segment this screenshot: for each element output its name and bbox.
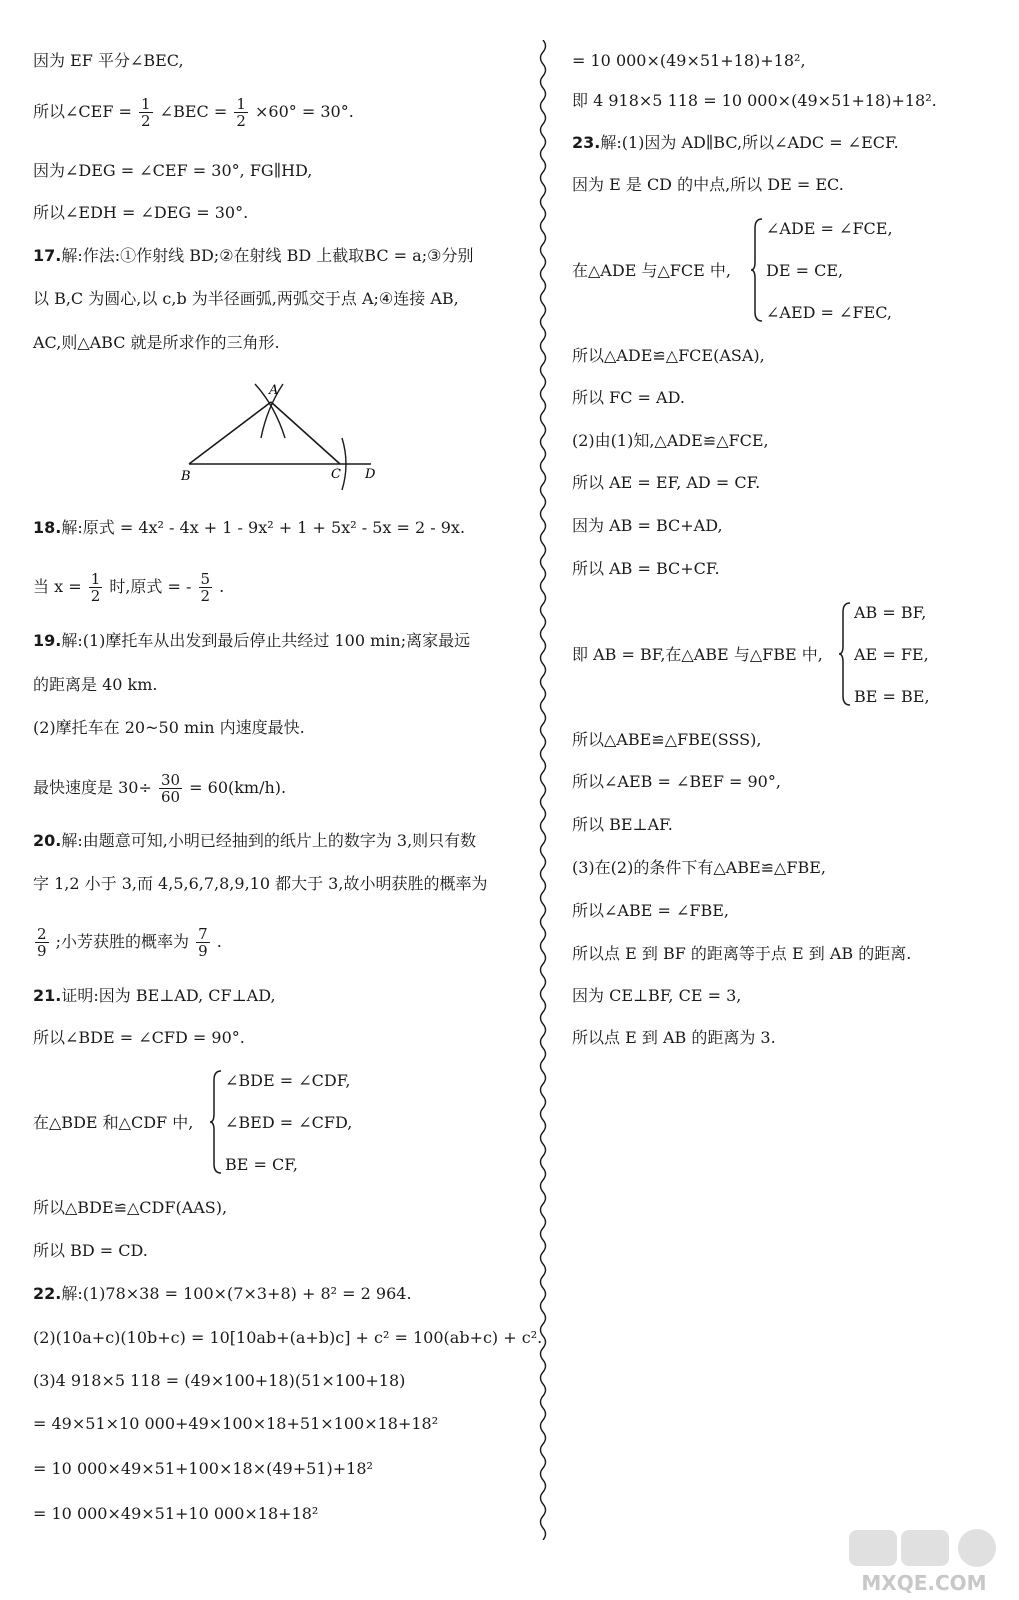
point-label-d: D bbox=[365, 467, 376, 482]
text-line: 因为∠DEG = ∠CEF = 30°, FG∥HD, bbox=[33, 161, 313, 180]
text-fragment: ∠BEC = bbox=[159, 102, 228, 121]
text-line: 因为 AB = BC+AD, bbox=[572, 516, 723, 535]
denominator: 9 bbox=[37, 942, 47, 960]
text-line: 所以∠BDE = ∠CFD = 90°. bbox=[33, 1028, 245, 1047]
column-divider bbox=[537, 40, 549, 1540]
triangle-construction-figure bbox=[175, 378, 395, 498]
text-line: = 10 000×(49×51+18)+18², bbox=[572, 51, 806, 70]
question-23-line bbox=[572, 132, 899, 154]
fraction bbox=[35, 926, 49, 959]
condition: AB = BF, bbox=[854, 603, 927, 622]
text-line: = 10 000×49×51+100×18×(49+51)+18² bbox=[33, 1459, 373, 1478]
left-brace-icon bbox=[750, 218, 764, 322]
condition: ∠BDE = ∠CDF, bbox=[225, 1071, 351, 1090]
question-19-line bbox=[33, 630, 470, 652]
condition: ∠AED = ∠FEC, bbox=[766, 303, 892, 322]
question-number: 17. bbox=[33, 246, 62, 265]
text-fragment: . bbox=[216, 932, 222, 951]
text-fragment: 在△ADE 与△FCE 中, bbox=[572, 261, 731, 280]
text-line: 所以∠EDH = ∠DEG = 30°. bbox=[33, 203, 249, 222]
text-fragment: 当 x = bbox=[33, 577, 82, 596]
text-line: 所以 BD = CD. bbox=[33, 1241, 148, 1260]
numerator: 7 bbox=[198, 925, 208, 943]
text-line: 所以∠AEB = ∠BEF = 90°, bbox=[572, 772, 781, 791]
question-number: 22. bbox=[33, 1284, 62, 1303]
condition: AE = FE, bbox=[854, 645, 929, 664]
fraction bbox=[89, 571, 103, 604]
denominator: 2 bbox=[236, 112, 246, 130]
denominator: 2 bbox=[200, 587, 211, 605]
watermark-logo bbox=[839, 1526, 1009, 1596]
text-line: 所以△ADE≌△FCE(ASA), bbox=[572, 346, 765, 365]
left-brace-icon bbox=[209, 1070, 223, 1174]
numerator: 1 bbox=[141, 95, 151, 113]
fraction bbox=[139, 96, 153, 129]
text-line: (3)在(2)的条件下有△ABE≌△FBE, bbox=[572, 858, 826, 877]
condition: ∠BED = ∠CFD, bbox=[225, 1113, 353, 1132]
numerator: 5 bbox=[200, 570, 211, 588]
numerator: 1 bbox=[236, 95, 246, 113]
text-fragment: 在△BDE 和△CDF 中, bbox=[33, 1113, 194, 1132]
denominator: 2 bbox=[141, 112, 151, 130]
text-line: 以 B,C 为圆心,以 c,b 为半径画弧,两弧交于点 A;④连接 AB, bbox=[33, 289, 459, 308]
text-line: 字 1,2 小于 3,而 4,5,6,7,8,9,10 都大于 3,故小明获胜的概率为 bbox=[33, 874, 488, 893]
condition: BE = CF, bbox=[225, 1155, 298, 1174]
fraction bbox=[196, 926, 210, 959]
text-line: 因为 E 是 CD 的中点,所以 DE = EC. bbox=[572, 175, 844, 194]
segment-ab bbox=[189, 402, 271, 464]
text-line: = 49×51×10 000+49×100×18+51×100×18+18² bbox=[33, 1414, 439, 1433]
text-fragment: 解:(1)因为 AD∥BC,所以∠ADC = ∠ECF. bbox=[600, 133, 899, 152]
text-fragment: . bbox=[219, 577, 225, 596]
text-line: = 10 000×49×51+10 000×18+18² bbox=[33, 1504, 319, 1523]
text-fragment: ;小芳获胜的概率为 bbox=[55, 932, 190, 951]
text-line: (2)(10a+c)(10b+c) = 10[10ab+(a+b)c] + c² = 100(ab+c) + c². bbox=[33, 1328, 543, 1347]
question-17-line bbox=[33, 245, 473, 267]
text-line bbox=[33, 571, 224, 604]
condition: DE = CE, bbox=[766, 261, 844, 280]
watermark-text: MXQE.COM bbox=[861, 1571, 987, 1595]
text-fragment: 证明:因为 BE⊥AD, CF⊥AD, bbox=[61, 986, 276, 1005]
text-line: (3)4 918×5 118 = (49×100+18)(51×100+18) bbox=[33, 1371, 406, 1390]
text-fragment: 解:(1)摩托车从出发到最后停止共经过 100 min;离家最远 bbox=[61, 631, 471, 650]
text-line: 所以 AB = BC+CF. bbox=[572, 559, 720, 578]
text-line: 因为 CE⊥BF, CE = 3, bbox=[572, 986, 742, 1005]
text-fragment: 解:原式 = 4x² - 4x + 1 - 9x² + 1 + 5x² - 5x = 2 - 9x. bbox=[61, 518, 466, 537]
numerator: 30 bbox=[160, 771, 181, 789]
question-20-line bbox=[33, 830, 476, 852]
text-line bbox=[33, 772, 286, 805]
text-line: (2)摩托车在 20~50 min 内速度最快. bbox=[33, 718, 305, 737]
text-fragment: = 60(km/h). bbox=[189, 778, 287, 797]
condition: ∠ADE = ∠FCE, bbox=[766, 219, 893, 238]
question-number: 20. bbox=[33, 831, 62, 850]
denominator: 9 bbox=[198, 942, 208, 960]
text-line bbox=[33, 96, 354, 129]
left-brace-icon bbox=[838, 602, 852, 706]
case-system bbox=[33, 1068, 533, 1178]
condition: BE = BE, bbox=[854, 687, 930, 706]
text-line: 所以点 E 到 AB 的距离为 3. bbox=[572, 1028, 776, 1047]
denominator: 2 bbox=[90, 587, 101, 605]
segment-ac bbox=[271, 402, 340, 464]
text-line bbox=[33, 926, 222, 959]
fraction bbox=[199, 571, 213, 604]
question-22-line bbox=[33, 1283, 412, 1305]
text-line: 的距离是 40 km. bbox=[33, 675, 158, 694]
text-line: 所以点 E 到 BF 的距离等于点 E 到 AB 的距离. bbox=[572, 944, 912, 963]
text-fragment: 解:作法:①作射线 BD;②在射线 BD 上截取BC = a;③分别 bbox=[61, 246, 474, 265]
text-line: 所以△ABE≌△FBE(SSS), bbox=[572, 730, 762, 749]
text-fragment: 解:由题意可知,小明已经抽到的纸片上的数字为 3,则只有数 bbox=[61, 831, 477, 850]
text-fragment: 解:(1)78×38 = 100×(7×3+8) + 8² = 2 964. bbox=[61, 1284, 412, 1303]
text-fragment: 时,原式 = - bbox=[109, 577, 192, 596]
text-line: 所以 BE⊥AF. bbox=[572, 815, 673, 834]
text-line: 所以 FC = AD. bbox=[572, 388, 685, 407]
text-line: 即 4 918×5 118 = 10 000×(49×51+18)+18². bbox=[572, 91, 937, 110]
case-system bbox=[572, 216, 992, 326]
denominator: 60 bbox=[160, 788, 181, 806]
text-line: AC,则△ABC 就是所求作的三角形. bbox=[33, 333, 280, 352]
fraction bbox=[159, 772, 182, 805]
point-label-b: B bbox=[181, 469, 191, 484]
numerator: 2 bbox=[37, 925, 47, 943]
point-label-c: C bbox=[331, 467, 341, 482]
question-18-line bbox=[33, 517, 465, 539]
question-number: 21. bbox=[33, 986, 62, 1005]
case-system bbox=[572, 600, 992, 710]
question-number: 18. bbox=[33, 518, 62, 537]
text-fragment: ×60° = 30°. bbox=[254, 102, 354, 121]
question-number: 19. bbox=[33, 631, 62, 650]
text-fragment: 所以∠CEF = bbox=[33, 102, 132, 121]
text-fragment: 即 AB = BF,在△ABE 与△FBE 中, bbox=[572, 645, 823, 664]
text-line: 因为 EF 平分∠BEC, bbox=[33, 51, 184, 70]
question-21-line bbox=[33, 985, 276, 1007]
question-number: 23. bbox=[572, 133, 601, 152]
text-line: 所以 AE = EF, AD = CF. bbox=[572, 473, 761, 492]
point-label-a: A bbox=[269, 383, 279, 398]
text-fragment: 最快速度是 30÷ bbox=[33, 778, 152, 797]
fraction bbox=[234, 96, 248, 129]
text-line: 所以△BDE≌△CDF(AAS), bbox=[33, 1198, 228, 1217]
text-line: 所以∠ABE = ∠FBE, bbox=[572, 901, 730, 920]
text-line: (2)由(1)知,△ADE≌△FCE, bbox=[572, 431, 769, 450]
numerator: 1 bbox=[90, 570, 101, 588]
